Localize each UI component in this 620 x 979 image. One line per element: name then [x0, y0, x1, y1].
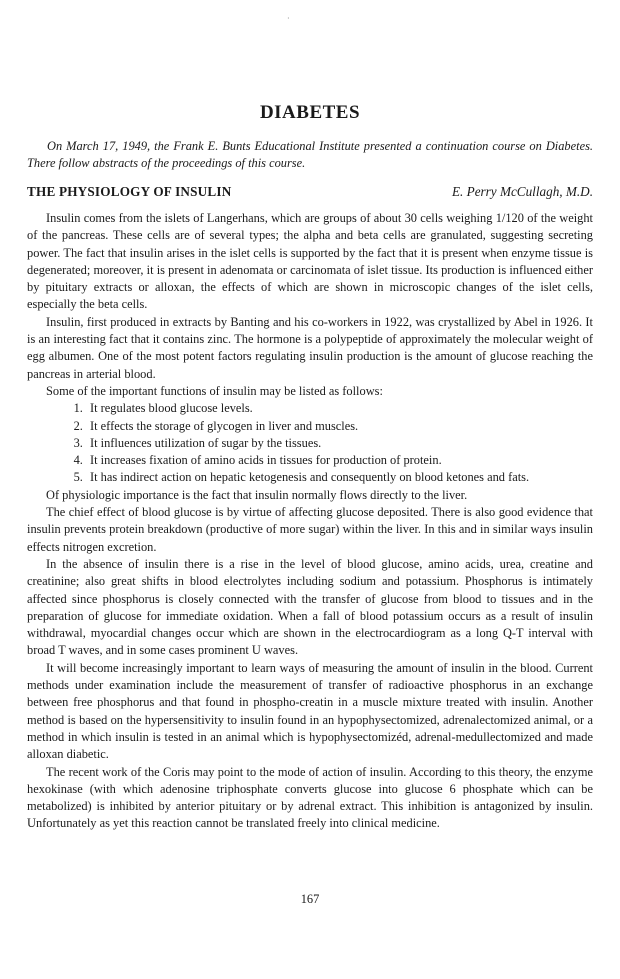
- list-item: 4. It increases fixation of amino acids in tissues for production of protein.: [86, 452, 593, 469]
- page-number: 167: [300, 892, 320, 906]
- list-item: 5. It has indirect action on hepatic ketogenesis and consequently on blood ketones and fats.: [86, 469, 593, 486]
- section-header: [27, 184, 593, 200]
- article-body: [27, 210, 593, 833]
- scan-speck: ·: [287, 14, 290, 23]
- list-item: 3. It influences utilization of sugar by the tissues.: [86, 435, 593, 452]
- paragraph: The chief effect of blood glucose is by virtue of affecting glucose deposited. There is also good evidence that insulin prevents protein breakdown (productive of more sugar) within the liver. In this and in similar ways insulin effects nitrogen excretion.: [27, 505, 593, 554]
- page-title: DIABETES: [259, 102, 361, 123]
- section-title: THE PHYSIOLOGY OF INSULIN: [27, 184, 232, 199]
- paragraph: In the absence of insulin there is a rise in the level of blood glucose, amino acids, urea, creatine and creatinine; also great shifts in blood electrolytes including sodium and potassium. Phosphorus is intimately affected since phosphorus is closely connected with the transfer of glucose from blood to tissues and in the preparation of glucose for immediate oxidation. When a fall of blood potassium occurs as a result of insulin withdrawal, myocardial changes occur which are shown in the electrocardiogram as a long Q-T interval with broad T waves, and in some cases prominent U waves.: [27, 556, 593, 658]
- list-item: 2. It effects the storage of glycogen in liver and muscles.: [86, 418, 593, 435]
- paragraph: Insulin comes from the islets of Langerhans, which are groups of about 30 cells weighing 1/120 of the weight of the pancreas. These cells are of several types; the alpha and beta cells are granulated, suggesting secreting power. The fact that insulin arises in the islet cells is supported by the fact that it is present when enzyme tissue is degenerated; moreover, it is present in adenomata or carcinomata of islet tissue. Its production is influenced either by pituitary extracts or alloxan, the effects of which are shown in microscopic changes of the islet cells, especially the beta cells.: [27, 211, 593, 312]
- section-author: E. Perry McCullagh, M.D.: [451, 184, 593, 199]
- list-item: 1. It regulates blood glucose levels.: [86, 400, 593, 417]
- paragraph: Of physiologic importance is the fact that insulin normally flows directly to the liver.: [46, 487, 468, 502]
- paragraph: Some of the important functions of insulin may be listed as follows:: [46, 383, 383, 398]
- paragraph: Insulin, first produced in extracts by Banting and his co-workers in 1922, was crystallized by Abel in 1926. It is an interesting fact that it contains zinc. The hormone is a polypeptide of approximately the molecular weight of egg albumen. One of the most potent factors regulating insulin production is the amount of glucose reaching the pancreas in arterial blood.: [27, 314, 593, 381]
- functions-list: [27, 400, 593, 486]
- paragraph: It will become increasingly important to learn ways of measuring the amount of insulin in the blood. Current methods under examination include the measurement of transfer of radioactive phosphorus in an exchange between free phosphorus and that found in phospho-creatin in a muscle mixture treated with insulin. Another method is based on the hypersensitivity to insulin found in an hypophysectomized, adrenalectomized animal, or a method in which insulin is tested in an animal which is hypophysectomizéd, adrenal-medullectomized and made alloxan diabetic.: [27, 660, 593, 762]
- paragraph: The recent work of the Coris may point to the mode of action of insulin. According to this theory, the enzyme hexokinase (with which adenosine triphosphate converts glucose into glucose 6 phosphate which can be metabolized) is inhibited by anterior pituitary or by adrenal extract. This inhibition is antagonized by insulin. Unfortunately as yet this reaction cannot be translated freely into clinical medicine.: [27, 764, 593, 831]
- intro-paragraph: On March 17, 1949, the Frank E. Bunts Educational Institute presented a continuation course on Diabetes. There follow abstracts of the proceedings of this course.: [27, 139, 593, 170]
